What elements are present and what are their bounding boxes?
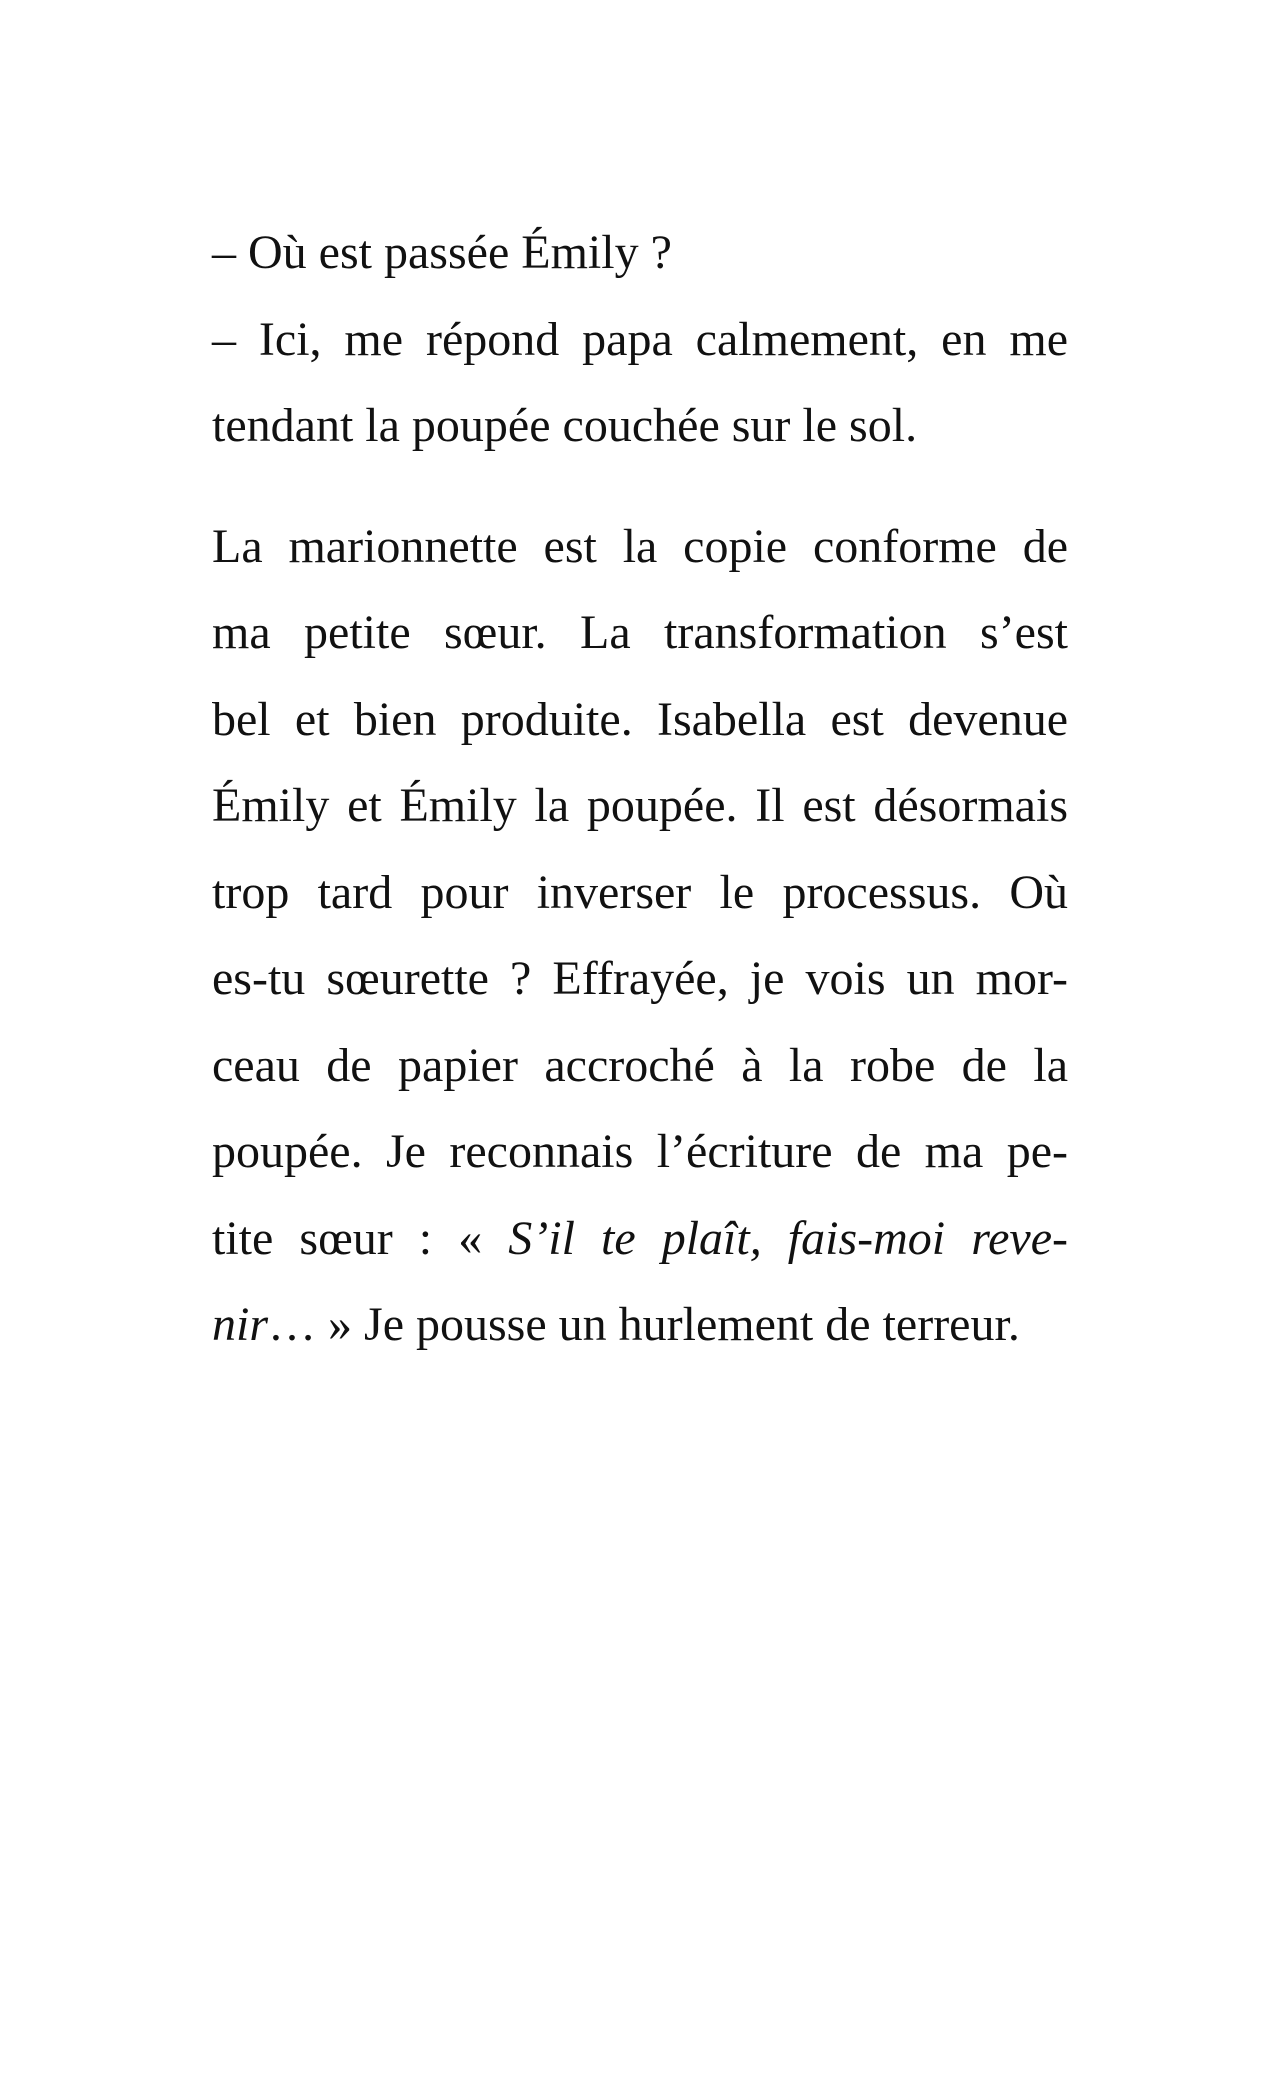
paragraph-line: ma petite sœur. La transformation s’est [212, 606, 1068, 659]
note-quote-italic: S’il te plaît, fais-moi reve- [508, 1211, 1068, 1265]
paragraph-line [212, 1196, 1068, 1283]
paragraph-line: trop tard pour inverser le processus. Où [212, 865, 1068, 919]
text-block [212, 210, 1068, 1369]
dialogue-line: tendant la poupée couchée sur le sol. [212, 399, 918, 452]
note-ellipsis: … [268, 1298, 317, 1351]
last-line-text: » Je pousse un hurlement de terreur. [316, 1298, 1020, 1351]
paragraph-line: poupée. Je reconnais l’écriture de ma pe- [212, 1125, 1068, 1178]
paragraph-line: bel et bien produite. Isabella est devenue [212, 692, 1068, 746]
paragraph-line: La marionnette est la copie conforme de [212, 519, 1068, 573]
note-quote-italic: nir [212, 1298, 269, 1351]
paragraph-line: Émily et Émily la poupée. Il est désormais [212, 779, 1068, 832]
dialogue-line: – Ici, me répond papa calmement, en me [212, 312, 1068, 366]
note-intro: tite sœur : « [212, 1211, 509, 1265]
dialogue-line: – Où est passée Émily ? [212, 226, 672, 279]
paragraph-gap [212, 470, 1068, 504]
paragraph-line [212, 1282, 1068, 1369]
paragraph-line: es-tu sœurette ? Effrayée, je vois un mor- [212, 952, 1068, 1005]
paragraph-line: ceau de papier accroché à la robe de la [212, 1038, 1068, 1092]
